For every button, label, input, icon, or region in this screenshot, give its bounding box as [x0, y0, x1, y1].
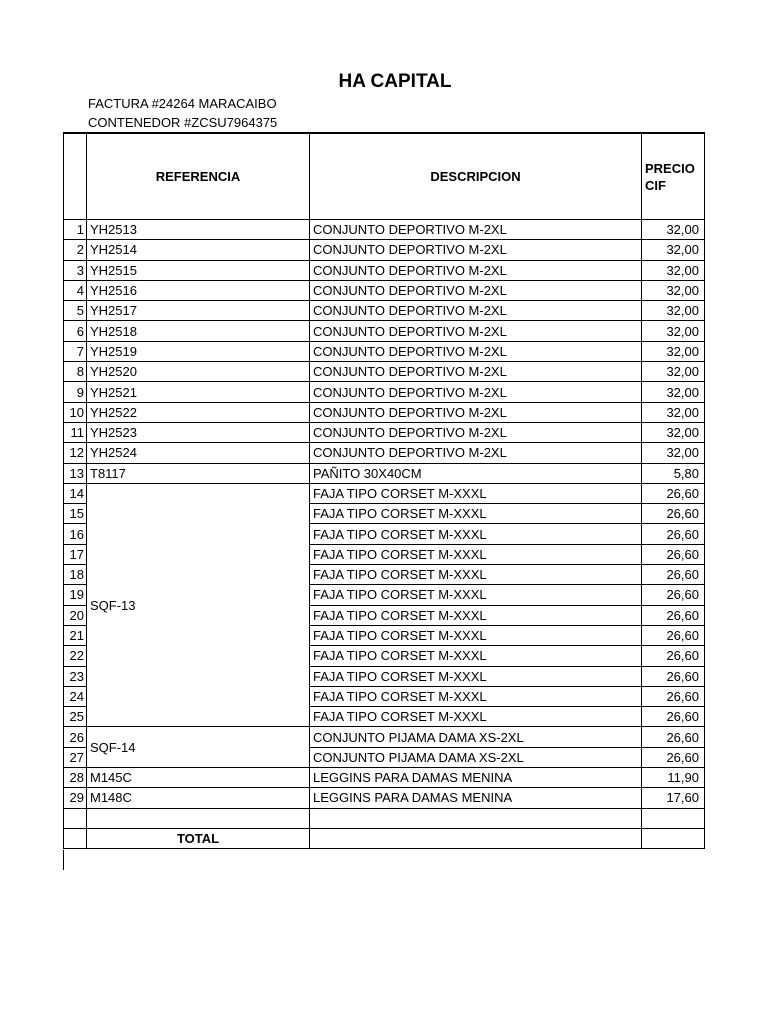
table-row: [64, 362, 705, 382]
row-referencia: T8117: [87, 463, 310, 483]
row-precio: 32,00: [642, 260, 705, 280]
document-title: HA CAPITAL: [338, 71, 452, 92]
row-descripcion: LEGGINS PARA DAMAS MENINA: [310, 788, 642, 808]
row-precio: 17,60: [642, 788, 705, 808]
row-precio: 32,00: [642, 341, 705, 361]
row-number: 9: [64, 382, 87, 402]
row-descripcion: FAJA TIPO CORSET M-XXXL: [310, 544, 642, 564]
table-row: [64, 483, 705, 503]
row-descripcion: FAJA TIPO CORSET M-XXXL: [310, 483, 642, 503]
row-number: 21: [64, 625, 87, 645]
row-number: 8: [64, 362, 87, 382]
table-row: [64, 768, 705, 788]
row-descripcion: FAJA TIPO CORSET M-XXXL: [310, 707, 642, 727]
row-descripcion: FAJA TIPO CORSET M-XXXL: [310, 524, 642, 544]
row-number: 12: [64, 443, 87, 463]
blank-cell: [64, 808, 87, 828]
row-number: 22: [64, 646, 87, 666]
row-number: 27: [64, 747, 87, 767]
row-referencia: YH2521: [87, 382, 310, 402]
row-descripcion: CONJUNTO DEPORTIVO M-2XL: [310, 301, 642, 321]
row-precio: 26,60: [642, 666, 705, 686]
row-number: 4: [64, 280, 87, 300]
header-descripcion: DESCRIPCION: [310, 133, 642, 220]
row-precio: 26,60: [642, 605, 705, 625]
row-descripcion: CONJUNTO PIJAMA DAMA XS-2XL: [310, 727, 642, 747]
row-descripcion: CONJUNTO DEPORTIVO M-2XL: [310, 422, 642, 442]
row-descripcion: CONJUNTO DEPORTIVO M-2XL: [310, 240, 642, 260]
row-number: 16: [64, 524, 87, 544]
row-referencia: YH2514: [87, 240, 310, 260]
row-number: 28: [64, 768, 87, 788]
row-number: 26: [64, 727, 87, 747]
row-number: 18: [64, 565, 87, 585]
row-descripcion: PAÑITO 30X40CM: [310, 463, 642, 483]
row-descripcion: CONJUNTO DEPORTIVO M-2XL: [310, 260, 642, 280]
blank-cell: [642, 808, 705, 828]
row-number: 6: [64, 321, 87, 341]
table-row: [64, 463, 705, 483]
row-descripcion: CONJUNTO DEPORTIVO M-2XL: [310, 220, 642, 240]
row-number: 10: [64, 402, 87, 422]
row-referencia: YH2523: [87, 422, 310, 442]
row-precio: 26,60: [642, 686, 705, 706]
blank-cell: [87, 808, 310, 828]
row-descripcion: FAJA TIPO CORSET M-XXXL: [310, 504, 642, 524]
row-precio: 26,60: [642, 524, 705, 544]
row-descripcion: FAJA TIPO CORSET M-XXXL: [310, 565, 642, 585]
row-referencia: M148C: [87, 788, 310, 808]
table-row: [64, 220, 705, 240]
row-descripcion: FAJA TIPO CORSET M-XXXL: [310, 585, 642, 605]
row-number: 20: [64, 605, 87, 625]
row-referencia: YH2519: [87, 341, 310, 361]
row-precio: 32,00: [642, 220, 705, 240]
row-descripcion: CONJUNTO DEPORTIVO M-2XL: [310, 341, 642, 361]
row-number: 29: [64, 788, 87, 808]
row-referencia: YH2522: [87, 402, 310, 422]
container-number: CONTENEDOR #ZCSU7964375: [88, 115, 278, 130]
row-number: 14: [64, 483, 87, 503]
row-referencia: YH2516: [87, 280, 310, 300]
row-precio: 26,60: [642, 707, 705, 727]
header-referencia: REFERENCIA: [87, 133, 310, 220]
row-precio: 26,60: [642, 747, 705, 767]
table-header: [64, 133, 705, 220]
row-referencia: YH2515: [87, 260, 310, 280]
total-row: [64, 828, 705, 848]
row-precio: 32,00: [642, 382, 705, 402]
row-precio: 32,00: [642, 443, 705, 463]
row-referencia: YH2513: [87, 220, 310, 240]
row-referencia: YH2520: [87, 362, 310, 382]
row-number: 11: [64, 422, 87, 442]
row-referencia: YH2524: [87, 443, 310, 463]
row-number: 13: [64, 463, 87, 483]
row-descripcion: CONJUNTO DEPORTIVO M-2XL: [310, 280, 642, 300]
row-precio: 32,00: [642, 240, 705, 260]
row-precio: 32,00: [642, 301, 705, 321]
row-precio: 32,00: [642, 280, 705, 300]
table-body: [64, 220, 705, 809]
row-descripcion: CONJUNTO DEPORTIVO M-2XL: [310, 362, 642, 382]
row-precio: 26,60: [642, 483, 705, 503]
row-precio: 26,60: [642, 646, 705, 666]
table-row: [64, 240, 705, 260]
row-precio: 32,00: [642, 422, 705, 442]
total-blank-cell: [310, 828, 642, 848]
row-descripcion: FAJA TIPO CORSET M-XXXL: [310, 646, 642, 666]
row-precio: 11,90: [642, 768, 705, 788]
row-number: 2: [64, 240, 87, 260]
invoice-number: FACTURA #24264 MARACAIBO: [88, 96, 277, 111]
row-number: 24: [64, 686, 87, 706]
row-referencia: SQF-13: [87, 483, 310, 727]
row-number: 23: [64, 666, 87, 686]
row-number: 19: [64, 585, 87, 605]
table-row: [64, 301, 705, 321]
row-precio: 26,60: [642, 544, 705, 564]
row-precio: 26,60: [642, 504, 705, 524]
row-referencia: YH2518: [87, 321, 310, 341]
table-row: [64, 788, 705, 808]
row-number: 3: [64, 260, 87, 280]
row-precio: 32,00: [642, 362, 705, 382]
row-descripcion: CONJUNTO DEPORTIVO M-2XL: [310, 382, 642, 402]
table-row: [64, 402, 705, 422]
row-number: 25: [64, 707, 87, 727]
row-number: 15: [64, 504, 87, 524]
table-left-tail-line: [63, 850, 64, 870]
header-number-cell: [64, 133, 87, 220]
total-blank-cell: [64, 828, 87, 848]
header-precio: PRECIO CIF: [642, 133, 705, 220]
table-row: [64, 321, 705, 341]
row-precio: 5,80: [642, 463, 705, 483]
table-row: [64, 382, 705, 402]
table-row: [64, 260, 705, 280]
row-descripcion: CONJUNTO DEPORTIVO M-2XL: [310, 321, 642, 341]
row-descripcion: CONJUNTO DEPORTIVO M-2XL: [310, 402, 642, 422]
row-descripcion: LEGGINS PARA DAMAS MENINA: [310, 768, 642, 788]
row-number: 5: [64, 301, 87, 321]
row-descripcion: FAJA TIPO CORSET M-XXXL: [310, 625, 642, 645]
row-descripcion: FAJA TIPO CORSET M-XXXL: [310, 605, 642, 625]
total-value-cell: [642, 828, 705, 848]
row-referencia: M145C: [87, 768, 310, 788]
row-referencia: YH2517: [87, 301, 310, 321]
table-row: [64, 422, 705, 442]
row-number: 17: [64, 544, 87, 564]
row-descripcion: CONJUNTO DEPORTIVO M-2XL: [310, 443, 642, 463]
row-precio: 26,60: [642, 565, 705, 585]
row-precio: 26,60: [642, 727, 705, 747]
table-row: [64, 727, 705, 747]
table-row: [64, 341, 705, 361]
row-descripcion: FAJA TIPO CORSET M-XXXL: [310, 666, 642, 686]
table-row: [64, 280, 705, 300]
row-precio: 26,60: [642, 585, 705, 605]
row-number: 1: [64, 220, 87, 240]
table-row: [64, 443, 705, 463]
invoice-table: [63, 132, 705, 849]
blank-row: [64, 808, 705, 828]
row-descripcion: FAJA TIPO CORSET M-XXXL: [310, 686, 642, 706]
row-referencia: SQF-14: [87, 727, 310, 768]
row-precio: 32,00: [642, 402, 705, 422]
blank-cell: [310, 808, 642, 828]
row-descripcion: CONJUNTO PIJAMA DAMA XS-2XL: [310, 747, 642, 767]
row-precio: 32,00: [642, 321, 705, 341]
row-number: 7: [64, 341, 87, 361]
row-precio: 26,60: [642, 625, 705, 645]
total-label: TOTAL: [87, 828, 310, 848]
